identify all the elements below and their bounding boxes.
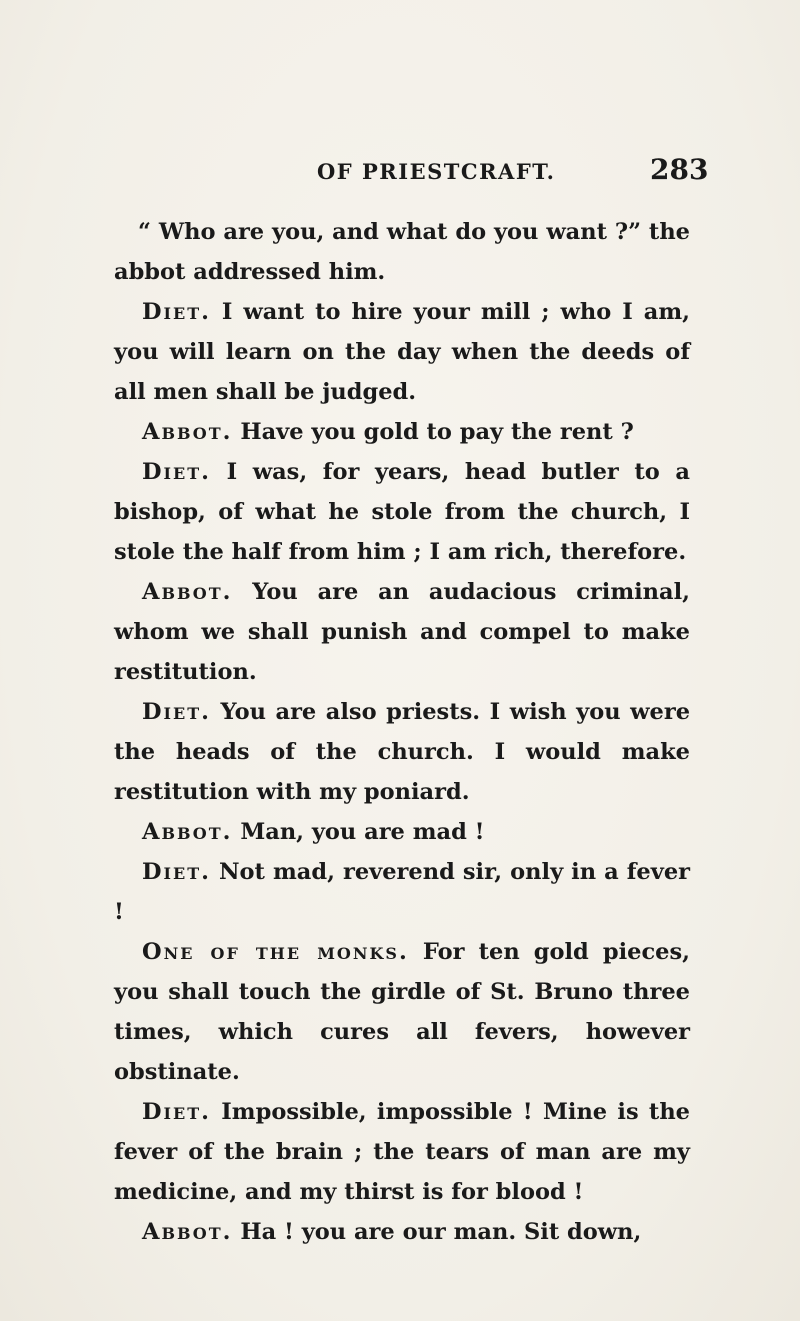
speaker-label: Abbot. (142, 1219, 233, 1245)
speaker-label: Abbot. (142, 579, 233, 605)
speaker-label: One of the monks. (142, 939, 409, 965)
paragraph (114, 1092, 690, 1212)
speaker-label: Diet. (142, 459, 211, 485)
paragraph-text: Impossible, impossible ! Mine is the fever of the brain ; the tears of man are my medicine, and my thirst is for blood ! (114, 1099, 690, 1205)
running-head: OF PRIESTCRAFT. (317, 159, 556, 184)
paragraph-text: You are also priests. I wish you were the heads of the church. I would make restitution with my poniard. (114, 699, 691, 805)
speaker-label: Diet. (142, 699, 211, 725)
speaker-label: Diet. (142, 1099, 211, 1125)
paragraph-text: I was, for years, head butler to a bishop, of what he stole from the church, I stole the half from him ; I am rich, therefore. (114, 459, 690, 565)
paragraph-text: For ten gold pieces, you shall touch the girdle of St. Bruno three times, which cures all fevers, however obstinate. (114, 939, 690, 1085)
paragraph (114, 292, 690, 412)
paragraph-text: I want to hire your mill ; who I am, you will learn on the day when the deeds of all men shall be judged. (114, 299, 690, 405)
page-body (114, 212, 690, 1252)
paragraph (114, 452, 690, 572)
paragraph (114, 212, 690, 292)
page-number: 283 (650, 153, 709, 186)
paragraph (114, 852, 690, 932)
paragraph-text: Ha ! you are our man. Sit down, (240, 1219, 642, 1245)
paragraph (114, 412, 690, 452)
paragraph-text: Man, you are mad ! (240, 819, 485, 845)
speaker-label: Diet. (142, 299, 211, 325)
paragraph (114, 1212, 690, 1252)
paragraph (114, 572, 690, 692)
paragraph (114, 812, 690, 852)
paragraph (114, 692, 690, 812)
speaker-label: Abbot. (142, 819, 233, 845)
paragraph-text: You are an audacious criminal, whom we shall punish and compel to make restitution. (114, 579, 690, 685)
page-header (0, 153, 800, 193)
paragraph (114, 932, 690, 1092)
paragraph-text: Have you gold to pay the rent ? (240, 419, 634, 445)
speaker-label: Abbot. (142, 419, 233, 445)
speaker-label: Diet. (142, 859, 211, 885)
paragraph-text: Not mad, reverend sir, only in a fever ! (114, 859, 690, 925)
paragraph-text: “ Who are you, and what do you want ?” the abbot addressed him. (114, 219, 690, 285)
